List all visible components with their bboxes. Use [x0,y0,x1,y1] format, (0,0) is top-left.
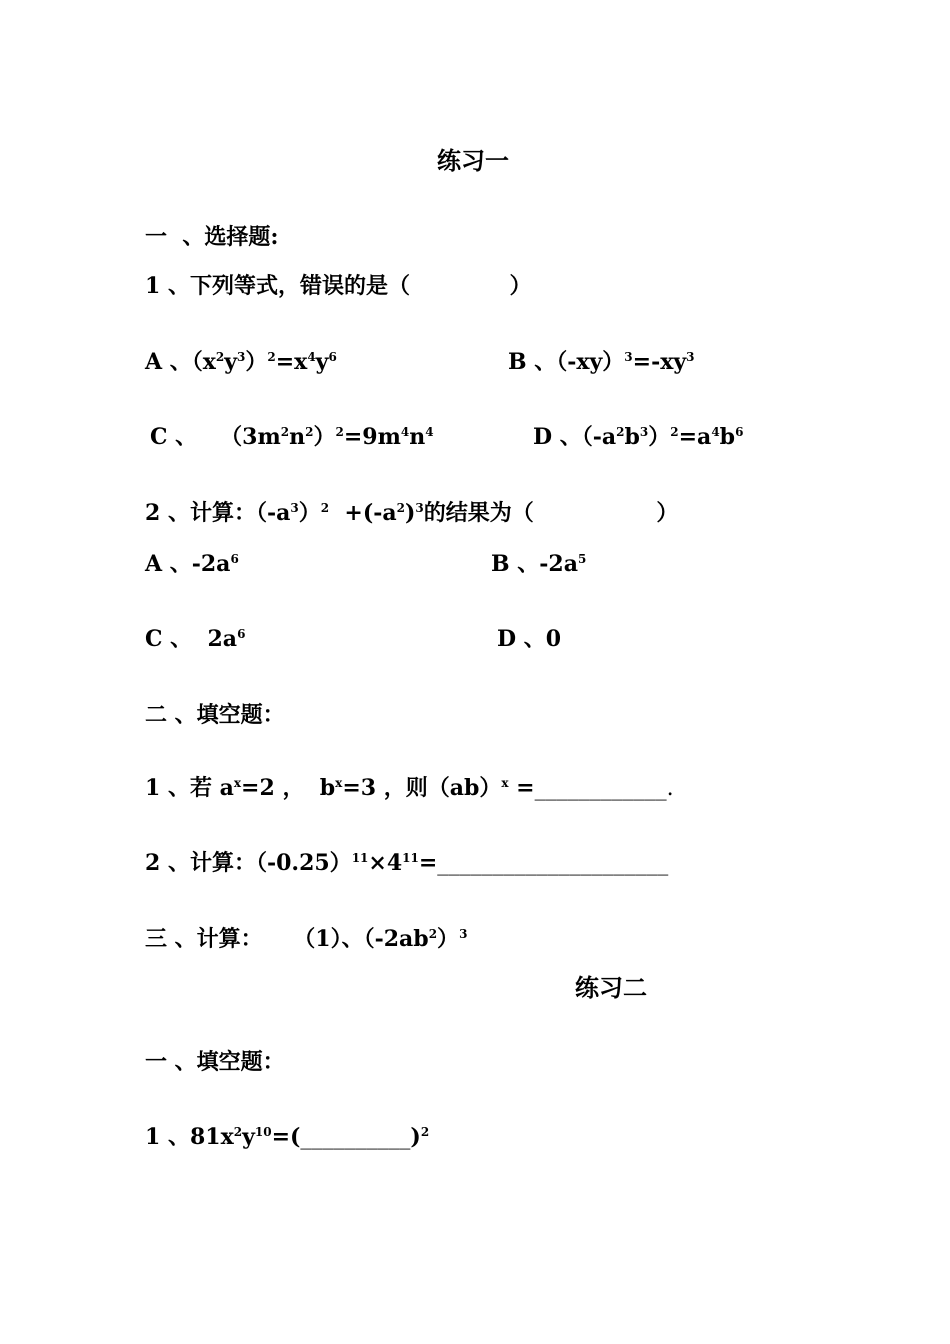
question-2-option-c: C 、 $2a^6$ [145,626,246,652]
question-1-stem: 1 、下列等式，错误的是（ ） [145,273,532,299]
question-2-option-d: D 、0 [497,626,562,652]
answer-blank: _____________________ [437,851,669,876]
multiple-choice-heading: 一 、选择题: [145,224,279,250]
fill-question-2: 2 、计算：$(-0.25)^{11}\times 4^{11}=\_\_\_\_\_\_\_\_\_\_\_\_\_\_\_\_\_\_\_\_\_$ [145,850,669,876]
exercise-two-title: 练习二 [575,973,647,1002]
question-1-option-c: C 、 $(3m^2n^2)^2=9m^4n^4$ [150,424,434,450]
fill-in-heading-2: 一 、填空题： [145,1049,285,1075]
answer-blank: __________ [300,1125,411,1150]
calculation-question: 三 、计算： （1）、$(-2ab^2)^3$ [145,926,468,952]
exercise-one-title: 练习一 [437,146,509,175]
exercise-two-question-1: 1 、$81x^2y^{10}=(\_\_\_\_\_\_\_\_\_\_)^2$ [145,1124,430,1150]
question-1-option-d: D 、$(-a^2b^3)^2=a^4b^6$ [533,424,744,450]
question-2-option-a: A 、$-2a^6$ [145,551,239,577]
question-2-stem: 2 、计算：$(-a^3)^2 +(-a^2)^3$的结果为（ ） [145,500,679,526]
fill-question-1: 1 、若 $a^x=2$ ， $b^x=3$ ，则（ab）$^x$ =____________. [145,775,674,801]
question-2-option-b: B 、$-2a^5$ [491,551,587,577]
fill-in-heading: 二 、填空题： [145,702,285,728]
answer-blank: ____________ [534,776,667,801]
question-1-option-b: B 、$(-xy)^3=-xy^3$ [508,349,695,375]
question-1-option-a: A 、$(x^2y^3)^2=x^4y^6$ [145,349,337,375]
